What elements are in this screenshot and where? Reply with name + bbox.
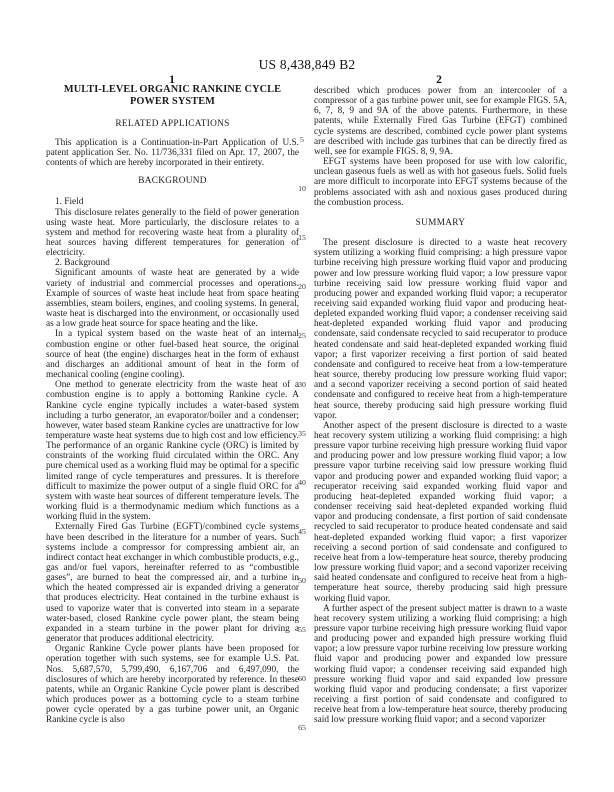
right-column bbox=[314, 86, 567, 726]
line-number: 30 bbox=[298, 380, 306, 389]
paragraph-background-5: Organic Rankine Cycle power plants have been proposed for operation together with such systems, see for example U.S. Pat. Nos. 5,687,570, 5,799,490, 6,167,706 and 6,497,090, the disclosures of which are hereby incorporated by reference. In these patents, while an Organic Rankine Cycle power plant is described which produces power as a bottoming cycle to a steam turbine power cycle operated by a gas turbine power unit, an Organic Rankine cycle is also bbox=[46, 644, 299, 726]
line-number: 5 bbox=[300, 135, 304, 144]
field-section-label: 1. Field bbox=[55, 197, 84, 208]
line-number: 65 bbox=[298, 723, 306, 732]
left-column bbox=[46, 84, 299, 726]
paragraph-efgt: EFGT systems have been proposed for use with low calorific, unclean gaseous fuels as well as with hot gaseous fuels. Solid fuels are more difficult to incorporate into EFGT systems because of the problems associated with ash and noxious gases produced during the combustion process. bbox=[314, 157, 567, 208]
line-number: 55 bbox=[298, 625, 306, 634]
summary-heading: SUMMARY bbox=[415, 217, 466, 228]
paragraph-summary-1: The present disclosure is directed to a waste heat recovery system utilizing a working fluid comprising: a high pressure vapor turbine receiving high pressure working fluid vapor and producing power and low pressure working fluid vapor; a low pressure vapor turbine receiving said low pressure working fluid vapor and producing power and expanded working fluid vapor; a recuperator receiving said expanded working fluid vapor and producing heat-depleted expanded working fluid vapor; a condenser receiving said heat-depleted expanded working fluid vapor and producing condensate, said condensate recycled to said recuperator to produce heated condensate and said heat-depleted expanded working fluid vapor; a first vaporizer receiving a first portion of said heated condensate and configured to receive heat from a low-temperature heat source, thereby producing low pressure working fluid vapor; and a second vaporizer receiving a second portion of said heated condensate and configured to receive heat from a high-temperature heat source, thereby producing said high pressure working fluid vapor. bbox=[314, 238, 567, 421]
paragraph-field: This disclosure relates generally to the field of power generation using waste heat. More particularly, the disclosure relates to a system and method for recovering waste heat from a plurality of heat sources having different temperatures for generation of electricity. bbox=[46, 207, 299, 259]
paragraph-background-4: Externally Fired Gas Turbine (EGFT)/combined cycle systems have been described in the literature for a number of years. Such systems include a compressor for compressing ambient air, an indirect contact heat exchanger in which combustible products, e.g., gas and/or fuel vapors, hereinafter referred to as “combustible gases”, are burned to heat the compressed air, and a turbine in which the heated compressed air is expanded driving a generator that produces electricity. Heat contained in the turbine exhaust is used to vaporize water that is converted into steam in a separate water-based, closed Rankine cycle power plant, the steam being expanded in a steam turbine in the power plant for driving a generator that produces additional electricity. bbox=[46, 522, 299, 645]
related-applications-heading: RELATED APPLICATIONS bbox=[115, 118, 230, 129]
paragraph-background-3: One method to generate electricity from the waste heat of a combustion engine is to apply a bottoming Rankine cycle. A Rankine cycle engine typically includes a water-based system including a turbo generator, an evaporator/boiler and a condenser; however, water based steam Rankine cycles are unattractive for low temperature waste heat systems due to high cost and low efficiency. The performance of an organic Rankine cycle (ORC) is limited by constraints of the working fluid circulated within the ORC. Any pure chemical used as a working fluid may be optimal for a specific limited range of cycle temperatures and pressures. It is therefore difficult to maximize the power output of a single fluid ORC for a system with waste heat sources of different temperature levels. The working fluid is a thermodynamic medium which functions as a working fluid in the system. bbox=[46, 380, 299, 523]
paragraph-summary-2: Another aspect of the present disclosure is directed to a waste heat recovery system utilizing a working fluid comprising: a high pressure vapor turbine receiving high pressure working fluid vapor and producing power and low pressure working fluid vapor; a low pressure vapor turbine receiving said low pressure working fluid vapor and producing power and expanded working fluid vapor; a recuperator receiving said expanded working fluid vapor and producing heat-depleted expanded working fluid vapor; a condenser receiving said heat-depleted expanded working fluid vapor and producing condensate, a first portion of said condensate recycled to said recuperator to produce heated condensate and said heat-depleted expanded working fluid vapor; a first vaporizer receiving a second portion of said condensate and configured to receive heat from a low-temperature heat source, thereby producing low pressure working fluid vapor; and a second vaporizer receiving said heated condensate and configured to receive heat from a high-temperature heat source, thereby producing said high pressure working fluid vapor. bbox=[314, 420, 567, 604]
paragraph-continuation: described which produces power from an intercooler of a compressor of a gas turbine power unit, see for example FIGS. 5A, 6, 7, 8, 9 and 9A of the above patents. Furthermore, in these patents, while Externally Fired Gas Turbine (EFGT) combined cycle systems are described, combined cycle power plant systems are described with include gas turbines that can be directly fired as well, see for example FIGS. 8, 9, 9A. bbox=[314, 86, 567, 157]
line-number: 25 bbox=[298, 331, 306, 340]
column-number-right: 2 bbox=[436, 74, 442, 86]
line-number: 20 bbox=[298, 282, 306, 291]
line-number: 50 bbox=[298, 576, 306, 585]
paragraph-summary-3: A further aspect of the present subject matter is drawn to a waste heat recovery system utilizing a working fluid comprising: a high pressure vapor turbine receiving high pressure working fluid vapor and producing power and expanded high pressure working fluid vapor; a low pressure vapor turbine receiving low pressure working fluid vapor and producing power and expanded low pressure working fluid vapor; a condenser receiving said expanded high pressure working fluid vapor and said expanded low pressure working fluid vapor and producing condensate; a first vaporizer receiving a first portion of said condensate and configured to receive heat from a low-temperature heat source, thereby producing said low pressure working fluid vapor; and a second vaporizer bbox=[314, 603, 567, 726]
invention-title: MULTI-LEVEL ORGANIC RANKINE CYCLE POWER SYSTEM bbox=[63, 84, 282, 107]
line-number: 40 bbox=[298, 478, 306, 487]
line-number: 45 bbox=[298, 527, 306, 536]
line-number: 60 bbox=[298, 674, 306, 683]
background-section-label: 2. Background bbox=[55, 258, 110, 269]
paragraph-background-2: In a typical system based on the waste heat of an internal combustion engine or other fuel-based heat source, the original source of heat (the engine) discharges heat in the form of exhaust and discharges an additional amount of heat in the form of mechanical cooling (engine cooling). bbox=[46, 329, 299, 381]
paragraph-background-1: Significant amounts of waste heat are generated by a wide variety of industrial and commercial processes and operations. Example of sources of waste heat include heat from space heating assemblies, steam boilers, engines, and cooling systems. In general, waste heat is discharged into the environment, or occasionally used as a low grade heat source for space heating and the like. bbox=[46, 268, 299, 330]
background-heading: BACKGROUND bbox=[138, 176, 207, 187]
paragraph-related-applications: This application is a Continuation-in-Part Application of U.S. patent application Ser. No. 11/736,331 filed on Apr. 17, 2007, the contents of which are hereby incorporated in their entirety. bbox=[46, 137, 299, 169]
patent-number: US 8,438,849 B2 bbox=[258, 57, 356, 72]
line-number: 15 bbox=[298, 233, 306, 242]
line-number: 10 bbox=[298, 184, 306, 193]
line-number: 35 bbox=[298, 429, 306, 438]
column-number-left: 1 bbox=[169, 74, 175, 86]
